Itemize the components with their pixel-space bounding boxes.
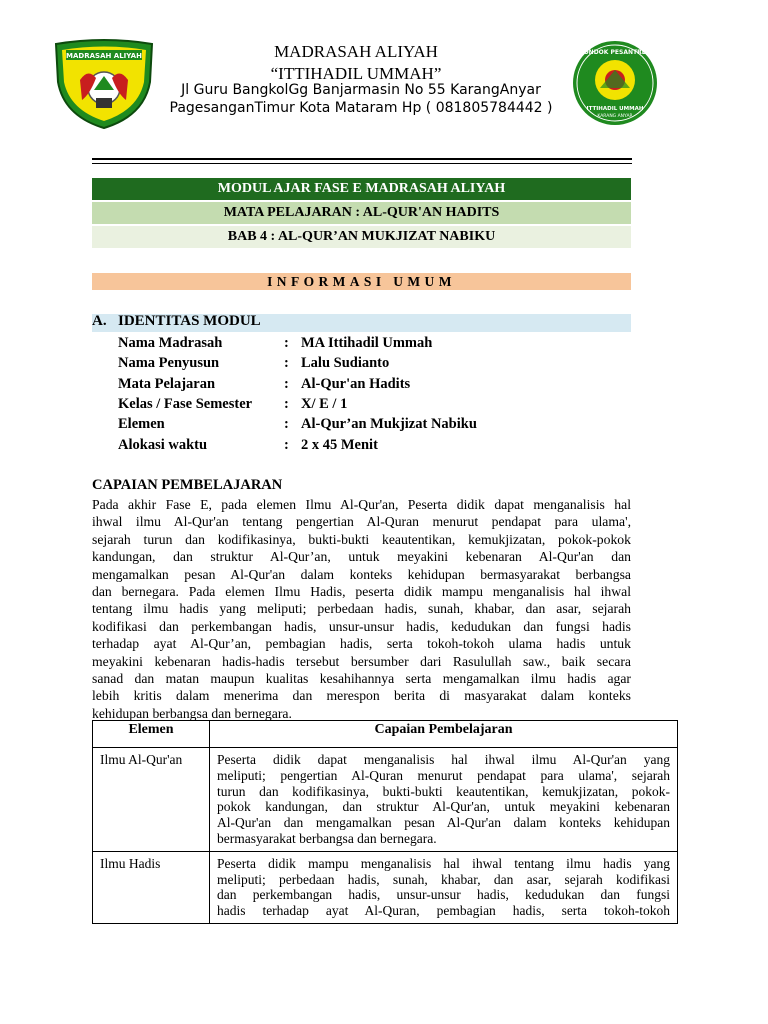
cell-line: pokok kandungan, dan struktur Al-Qur'an, untuk meyakini kebenaran — [217, 799, 670, 815]
logo-left-text: MADRASAH ALIYAH — [66, 52, 142, 60]
identitas-key: Alokasi waktu — [118, 437, 208, 453]
paragraph-line: terhadap ayat Al-Qur’an, pembagian hadis, serta tokoh-tokoh ulama hadis untuk — [92, 636, 631, 652]
identitas-value: MA Ittihadil Ummah — [301, 335, 433, 351]
banner-bab: BAB 4 : AL-QUR’AN MUKJIZAT NABIKU — [92, 226, 631, 248]
logo-right-top-text: PONDOK PESANTREN — [579, 49, 651, 56]
cell-line: turun dan kodifikasinya, bukti-bukti keautentikan, kemukjizatan, pokok- — [217, 783, 670, 799]
paragraph-line: meyakini kebenaran hadis-hadis tersebut bersumber dari Rasulullah saw., baik secara — [92, 653, 631, 669]
school-name-line1: MADRASAH ALIYAH — [274, 42, 438, 61]
table-cell-elemen: Ilmu Hadis — [93, 851, 210, 923]
paragraph-line: sejarah turun dan kodifikasinya, bukti-bukti keautentikan, kemukjizatan, pokok-pokok — [92, 531, 631, 547]
identitas-value: Al-Qur'an Hadits — [301, 376, 411, 392]
paragraph-line: mengamalkan pesan Al-Qur'an dalam konteks kehidupan bermasyarakat berbangsa — [92, 566, 631, 582]
school-address-line2: PagesanganTimur Kota Mataram Hp ( 081805784442 ) — [169, 100, 553, 116]
table-cell-capaian — [210, 851, 678, 923]
cell-line: dan perkembangan hadis, unsur-unsur hadis, kedudukan dan fungsi — [217, 887, 670, 903]
identitas-letter: A. — [92, 313, 107, 329]
identitas-row — [118, 396, 638, 416]
identitas-row — [118, 335, 638, 355]
cell-line: meliputi; perbedaan hadis, sunah, khabar, dan asar, sejarah kodifikasi — [217, 871, 670, 887]
identitas-colon: : — [284, 355, 289, 371]
cell-line: bermasyarakat berbangsa dan bernegara. — [217, 830, 437, 846]
identitas-value: 2 x 45 Menit — [301, 437, 378, 453]
banner-informasi-umum: INFORMASI UMUM — [92, 273, 631, 290]
identitas-colon: : — [284, 416, 289, 432]
pondok-pesantren-logo — [572, 40, 658, 126]
identitas-row — [118, 437, 638, 457]
identitas-colon: : — [284, 335, 289, 351]
table-cell-capaian — [210, 748, 678, 852]
cell-line: Al-Qur'an dan mengamalkan pesan Al-Qur'an dalam konteks kehidupan — [217, 815, 670, 831]
identitas-row — [118, 355, 638, 375]
header-rule-thin — [92, 163, 632, 164]
identitas-key: Nama Madrasah — [118, 335, 223, 351]
identitas-colon: : — [284, 376, 289, 392]
identitas-row — [118, 416, 638, 436]
table-row — [93, 748, 678, 852]
identitas-colon: : — [284, 437, 289, 453]
header-rule-thick — [92, 158, 632, 160]
identitas-value: Al-Qur’an Mukjizat Nabiku — [301, 416, 477, 432]
table-row — [93, 851, 678, 923]
paragraph-line: tentang ilmu hadis yang meliputi; perbedaan hadis, sunah, khabar, dan asar, sejarah — [92, 601, 631, 617]
identitas-heading: IDENTITAS MODUL — [118, 313, 261, 329]
capaian-table — [92, 720, 678, 924]
paragraph-line: kodifikasi dan perkembangan hadis, unsur-unsur hadis, kedudukan dan fungsi hadis — [92, 618, 631, 634]
table-header-row — [93, 721, 678, 748]
table-cell-elemen: Ilmu Al-Qur'an — [93, 748, 210, 852]
school-address-line1: Jl Guru BangkolGg Banjarmasin No 55 KarangAnyar — [181, 82, 541, 98]
paragraph-line: dan bernegara. Pada elemen Ilmu Hadis, peserta didik mampu menganalisis hal ihwal — [92, 583, 631, 599]
cell-line: meliputi; pengertian Al-Quran menurut pendapat para ulama', sejarah — [217, 767, 670, 783]
identitas-key: Kelas / Fase Semester — [118, 396, 253, 412]
cell-line: hadis terhadap ayat Al-Quran, pembagian hadis, serta tokoh-tokoh — [217, 903, 670, 919]
capaian-paragraph — [92, 496, 631, 722]
cell-line: Peserta didik mampu menganalisis hal ihwal tentang ilmu hadis yang — [217, 855, 670, 871]
identitas-value: X/ E / 1 — [301, 396, 348, 412]
paragraph-line: kehidupan berbangsa dan bernegara. — [92, 705, 292, 721]
paragraph-line: Pada akhir Fase E, pada elemen Ilmu Al-Qur'an, Peserta didik dapat menganalisis hal — [92, 497, 631, 512]
cell-line: Peserta didik dapat menganalisis hal ihwal ilmu Al-Qur'an yang — [217, 752, 670, 767]
table-header-capaian: Capaian Pembelajaran — [210, 721, 678, 748]
paragraph-line: ihwal ilmu Al-Qur'an tentang pengertian Al-Quran menurut pendapat para ulama', — [92, 514, 631, 530]
identitas-key: Elemen — [118, 416, 165, 432]
identitas-value: Lalu Sudianto — [301, 355, 390, 371]
banner-modul-ajar: MODUL AJAR FASE E MADRASAH ALIYAH — [92, 178, 631, 200]
table-header-elemen: Elemen — [93, 721, 210, 748]
paragraph-line: sanad dan matan maupun kualitas kesahihannya serta mengamalkan ilmu hadis agar — [92, 670, 631, 686]
school-name-line2: “ITTIHADIL UMMAH” — [270, 64, 442, 83]
capaian-heading: CAPAIAN PEMBELAJARAN — [92, 477, 283, 493]
identitas-key: Mata Pelajaran — [118, 376, 216, 392]
identitas-colon: : — [284, 396, 289, 412]
identitas-key: Nama Penyusun — [118, 355, 220, 371]
logo-right-bottom-text: ITTIHADIL UMMAH — [586, 106, 644, 112]
logo-right-bottom-text2: KARANG ANYAR — [597, 114, 633, 119]
capaian-table-viewport — [92, 720, 680, 926]
paragraph-line: kandungan, dan struktur Al-Qur’an, untuk meyakini kebenaran Al-Qur'an dan — [92, 549, 631, 565]
banner-mata-pelajaran: MATA PELAJARAN : AL-QUR'AN HADITS — [92, 202, 631, 224]
identitas-row — [118, 376, 638, 396]
paragraph-line: lebih kritis dalam menerima dan merespon berita di masyarakat dalam konteks — [92, 688, 631, 704]
